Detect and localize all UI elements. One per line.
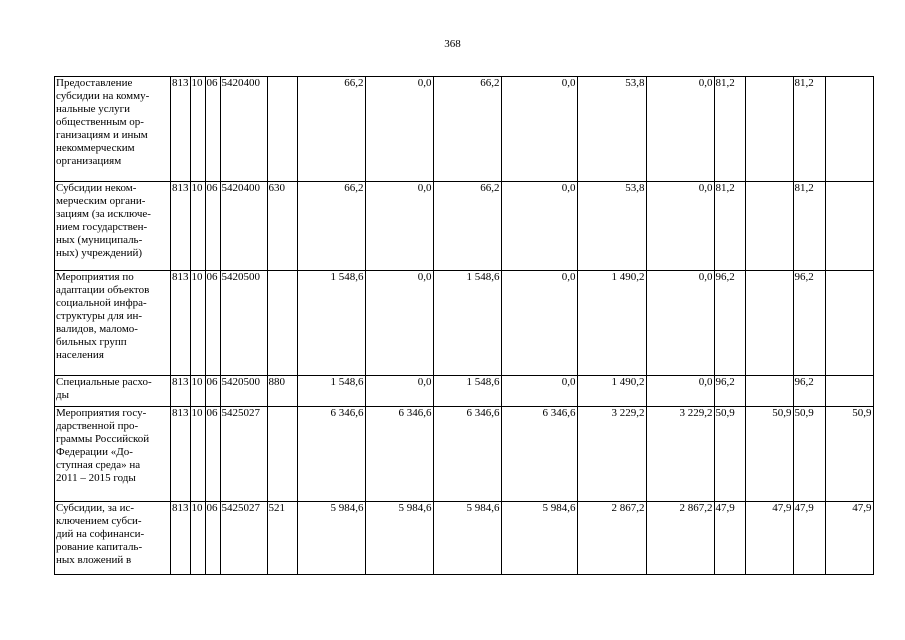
amount-cell: 5 984,6 (365, 502, 433, 575)
percent-cell: 81,2 (793, 182, 825, 271)
percent-cell: 47,9 (825, 502, 873, 575)
description-line: бильных групп (56, 336, 127, 348)
subsection-code: 06 (205, 271, 220, 376)
amount-cell: 5 984,6 (433, 502, 501, 575)
section-code: 10 (190, 77, 205, 182)
amount-cell: 1 490,2 (577, 376, 646, 407)
ministry-code: 813 (171, 182, 191, 271)
ministry-code: 813 (171, 77, 191, 182)
table-body (55, 77, 874, 575)
section-code: 10 (190, 502, 205, 575)
amount-cell: 6 346,6 (365, 407, 433, 502)
amount-cell: 1 490,2 (577, 271, 646, 376)
table-row (55, 77, 874, 182)
row-description (55, 271, 171, 376)
description-line: Специальные расхо- (56, 376, 152, 388)
description-line: Субсидии неком- (56, 182, 137, 194)
percent-cell: 47,9 (793, 502, 825, 575)
amount-cell: 6 346,6 (433, 407, 501, 502)
target-article-code: 5425027 (220, 502, 267, 575)
row-description (55, 77, 171, 182)
percent-cell: 96,2 (714, 271, 745, 376)
percent-cell: 47,9 (745, 502, 793, 575)
row-description (55, 502, 171, 575)
amount-cell: 5 984,6 (501, 502, 577, 575)
description-line: ступная среда» на (56, 459, 141, 471)
target-article-code: 5420500 (220, 271, 267, 376)
amount-cell: 66,2 (297, 77, 365, 182)
description-line: нием государствен- (56, 221, 148, 233)
table-row (55, 407, 874, 502)
description-line: Мероприятия госу- (56, 407, 147, 419)
description-line: населения (56, 349, 104, 361)
description-line: Субсидии, за ис- (56, 502, 135, 514)
table-row (55, 502, 874, 575)
amount-cell: 1 548,6 (297, 376, 365, 407)
amount-cell: 1 548,6 (297, 271, 365, 376)
page-number: 368 (444, 38, 461, 50)
amount-cell: 66,2 (433, 182, 501, 271)
amount-cell: 0,0 (365, 77, 433, 182)
amount-cell: 3 229,2 (646, 407, 714, 502)
percent-cell: 81,2 (793, 77, 825, 182)
description-line: ных (муниципаль- (56, 234, 143, 246)
target-article-code: 5420400 (220, 77, 267, 182)
ministry-code: 813 (171, 407, 191, 502)
amount-cell: 66,2 (297, 182, 365, 271)
description-line: ганизациям и иным (56, 129, 148, 141)
row-description (55, 407, 171, 502)
expense-type-code: 630 (267, 182, 297, 271)
amount-cell: 0,0 (501, 182, 577, 271)
table-row (55, 376, 874, 407)
percent-cell: 47,9 (714, 502, 745, 575)
description-line: общественным ор- (56, 116, 144, 128)
section-code: 10 (190, 271, 205, 376)
description-line: дий на софинанси- (56, 528, 145, 540)
subsection-code: 06 (205, 182, 220, 271)
subsection-code: 06 (205, 502, 220, 575)
section-code: 10 (190, 376, 205, 407)
amount-cell: 0,0 (365, 376, 433, 407)
percent-cell (745, 77, 793, 182)
table-row (55, 182, 874, 271)
subsection-code: 06 (205, 407, 220, 502)
amount-cell: 0,0 (365, 271, 433, 376)
percent-cell: 50,9 (745, 407, 793, 502)
amount-cell: 1 548,6 (433, 376, 501, 407)
description-line: адаптации объектов (56, 284, 150, 296)
amount-cell: 2 867,2 (577, 502, 646, 575)
row-description (55, 376, 171, 407)
amount-cell: 0,0 (646, 182, 714, 271)
percent-cell: 50,9 (793, 407, 825, 502)
percent-cell (825, 271, 873, 376)
description-line: ных) учреждений) (56, 247, 143, 259)
subsection-code: 06 (205, 376, 220, 407)
expense-type-code (267, 77, 297, 182)
amount-cell: 53,8 (577, 182, 646, 271)
percent-cell (825, 376, 873, 407)
percent-cell: 96,2 (793, 376, 825, 407)
budget-table (54, 76, 874, 575)
amount-cell: 6 346,6 (297, 407, 365, 502)
percent-cell (745, 376, 793, 407)
amount-cell: 3 229,2 (577, 407, 646, 502)
amount-cell: 0,0 (646, 376, 714, 407)
percent-cell (825, 77, 873, 182)
percent-cell (745, 271, 793, 376)
amount-cell: 0,0 (501, 376, 577, 407)
amount-cell: 6 346,6 (501, 407, 577, 502)
ministry-code: 813 (171, 376, 191, 407)
description-line: Предоставление (56, 77, 133, 89)
percent-cell: 50,9 (714, 407, 745, 502)
target-article-code: 5425027 (220, 407, 267, 502)
description-line: зациям (за исключе- (56, 208, 151, 220)
target-article-code: 5420400 (220, 182, 267, 271)
description-line: 2011 – 2015 годы (56, 472, 136, 484)
description-line: валидов, маломо- (56, 323, 138, 335)
percent-cell: 50,9 (825, 407, 873, 502)
description-line: граммы Российской (56, 433, 150, 445)
percent-cell (745, 182, 793, 271)
percent-cell: 81,2 (714, 182, 745, 271)
ministry-code: 813 (171, 271, 191, 376)
amount-cell: 53,8 (577, 77, 646, 182)
expense-type-code: 880 (267, 376, 297, 407)
amount-cell: 2 867,2 (646, 502, 714, 575)
description-line: некоммерческим (56, 142, 135, 154)
expense-type-code: 521 (267, 502, 297, 575)
description-line: социальной инфра- (56, 297, 147, 309)
ministry-code: 813 (171, 502, 191, 575)
description-line: Мероприятия по (56, 271, 134, 283)
description-line: структуры для ин- (56, 310, 143, 322)
amount-cell: 0,0 (365, 182, 433, 271)
description-line: дарственной про- (56, 420, 139, 432)
description-line: организациям (56, 155, 122, 167)
expense-type-code (267, 407, 297, 502)
description-line: ды (56, 389, 69, 401)
expense-type-code (267, 271, 297, 376)
section-code: 10 (190, 407, 205, 502)
description-line: ключением субси- (56, 515, 142, 527)
amount-cell: 0,0 (501, 77, 577, 182)
description-line: нальные услуги (56, 103, 131, 115)
row-description (55, 182, 171, 271)
amount-cell: 0,0 (646, 77, 714, 182)
amount-cell: 0,0 (646, 271, 714, 376)
table-row (55, 271, 874, 376)
amount-cell: 0,0 (501, 271, 577, 376)
description-line: рование капиталь- (56, 541, 143, 553)
amount-cell: 66,2 (433, 77, 501, 182)
amount-cell: 5 984,6 (297, 502, 365, 575)
percent-cell: 96,2 (793, 271, 825, 376)
section-code: 10 (190, 182, 205, 271)
percent-cell: 81,2 (714, 77, 745, 182)
description-line: ных вложений в (56, 554, 132, 566)
description-line: субсидии на комму- (56, 90, 150, 102)
percent-cell: 96,2 (714, 376, 745, 407)
amount-cell: 1 548,6 (433, 271, 501, 376)
subsection-code: 06 (205, 77, 220, 182)
target-article-code: 5420500 (220, 376, 267, 407)
description-line: мерческим органи- (56, 195, 146, 207)
description-line: Федерации «До- (56, 446, 133, 458)
percent-cell (825, 182, 873, 271)
